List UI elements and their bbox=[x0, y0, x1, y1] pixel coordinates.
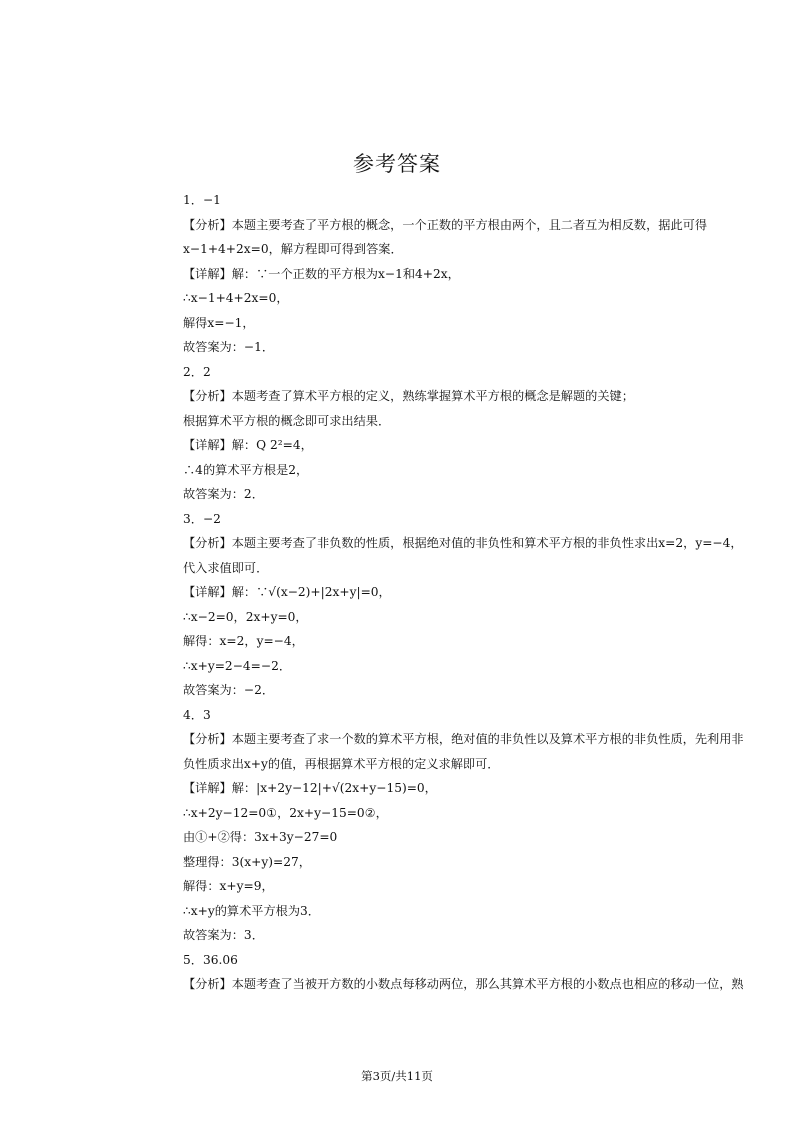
answer-line: 由①+②得：3x+3y−27=0 bbox=[183, 830, 338, 844]
answer-line: 【详解】解：Q 2²=4， bbox=[183, 438, 313, 452]
answer-line: ∴x−2=0，2x+y=0， bbox=[183, 609, 308, 624]
page-title: 参考答案 bbox=[353, 152, 441, 176]
answer-line: 负性质求出x+y的值，再根据算术平方根的定义求解即可． bbox=[183, 756, 500, 771]
page-footer: 第3页/共11页 bbox=[361, 1069, 433, 1083]
answer-line: 1．−1 bbox=[183, 193, 221, 207]
answer-line: 4．3 bbox=[183, 707, 211, 722]
answer-line: 解得：x=2，y=−4， bbox=[183, 634, 304, 648]
answer-line: 【分析】本题主要考查了平方根的概念，一个正数的平方根由两个，且二者互为相反数，据此可得 bbox=[183, 217, 708, 232]
answer-line: 【分析】本题考查了算术平方根的定义，熟练掌握算术平方根的概念是解题的关键； bbox=[183, 389, 634, 403]
answer-line: 故答案为：3． bbox=[183, 928, 264, 942]
answer-content bbox=[183, 188, 755, 997]
answer-line: 【详解】解：∵一个正数的平方根为x−1和4+2x， bbox=[183, 266, 460, 281]
answer-line: ∴x+y的算术平方根为3． bbox=[183, 903, 320, 918]
answer-line: 故答案为：−1． bbox=[183, 340, 275, 354]
answer-line: 故答案为：−2． bbox=[183, 683, 275, 697]
answer-line: ∴x+2y−12=0①，2x+y−15=0②， bbox=[183, 805, 388, 820]
answer-line: 【分析】本题主要考查了求一个数的算术平方根，绝对值的非负性以及算术平方根的非负性质，先利用非 bbox=[183, 732, 744, 746]
answer-line: 5．36.06 bbox=[183, 952, 238, 967]
answer-line: 整理得：3(x+y)=27， bbox=[183, 854, 311, 869]
answer-line: 解得：x+y=9， bbox=[183, 879, 274, 893]
answer-line: ∴x+y=2−4=−2． bbox=[183, 658, 292, 673]
answer-line: ∴4的算术平方根是2， bbox=[183, 462, 309, 477]
answer-line: 【分析】本题主要考查了非负数的性质，根据绝对值的非负性和算术平方根的非负性求出x=2，y=−4， bbox=[183, 536, 743, 550]
answer-line: 解得x=−1， bbox=[183, 315, 255, 330]
answer-line: 【分析】本题考查了当被开方数的小数点每移动两位，那么其算术平方根的小数点也相应的移动一位，熟 bbox=[183, 977, 744, 991]
answer-line: ∴x−1+4+2x=0， bbox=[183, 291, 289, 305]
answer-line: 3．−2 bbox=[183, 511, 221, 526]
answer-line: x−1+4+2x=0，解方程即可得到答案． bbox=[183, 242, 403, 256]
answer-line: 2．2 bbox=[183, 364, 211, 379]
answer-line: 故答案为：2． bbox=[183, 487, 264, 501]
answer-line: 代入求值即可． bbox=[183, 560, 269, 575]
answer-line: 【详解】解：∵√(x−2)+|2x+y|=0， bbox=[183, 585, 391, 599]
answer-line: 根据算术平方根的概念即可求出结果． bbox=[183, 413, 391, 428]
answer-line: 【详解】解：|x+2y−12|+√(2x+y−15)=0， bbox=[183, 781, 437, 795]
